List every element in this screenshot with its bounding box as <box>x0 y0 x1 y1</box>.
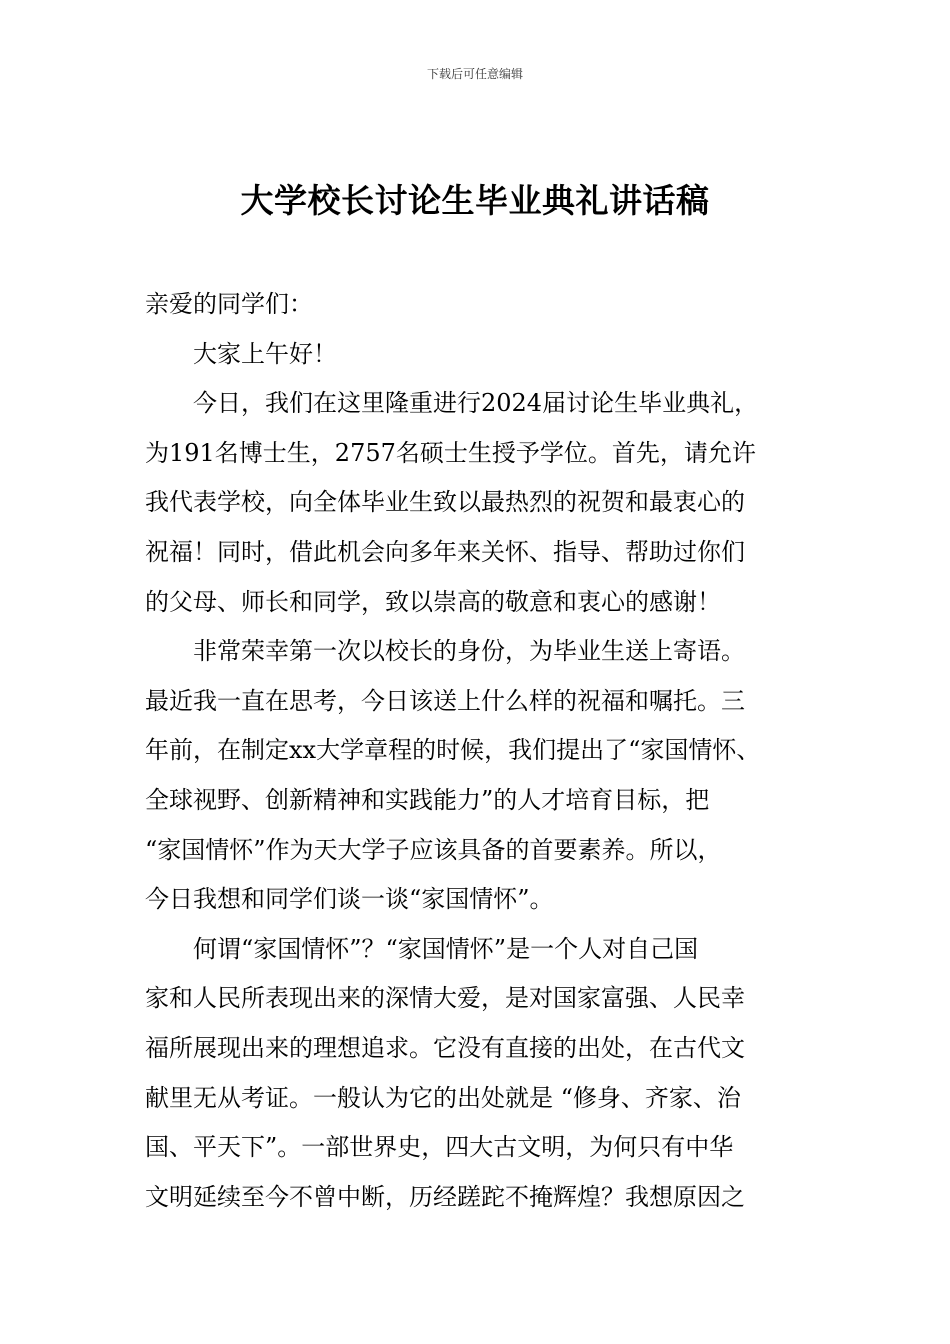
paragraph-line: 非常荣幸第一次以校长的身份，为毕业生送上寄语。 <box>193 637 745 666</box>
paragraph-line: 今日，我们在这里隆重进行2024届讨论生毕业典礼， <box>193 389 759 418</box>
paragraph-line: 文明延续至今不曾中断，历经蹉跎不掩辉煌？我想原因之 <box>145 1182 745 1211</box>
paragraph-line: 最近我一直在思考，今日该送上什么样的祝福和嘱托。三 <box>145 686 745 715</box>
paragraph-line: “家国情怀”作为天大学子应该具备的首要素养。所以， <box>145 835 722 864</box>
paragraph-line: 家和人民所表现出来的深情大爱，是对国家富强、人民幸 <box>145 984 745 1013</box>
paragraph-line: 福所展现出来的理想追求。它没有直接的出处，在古代文 <box>145 1033 745 1062</box>
greeting: 大家上午好！ <box>193 339 337 368</box>
paragraph-line: 献里无从考证。一般认为它的出处就是 “修身、齐家、治 <box>145 1083 741 1112</box>
paragraph-line: 为191名博士生，2757名硕士生授予学位。首先，请允许 <box>145 438 756 467</box>
paragraph-line: 的父母、师长和同学，致以崇高的敬意和衷心的感谢！ <box>145 587 721 616</box>
document-title: 大学校长讨论生毕业典礼讲话稿 <box>240 181 710 220</box>
paragraph-line: 年前，在制定xx大学章程的时候，我们提出了“家国情怀、 <box>145 736 761 765</box>
salutation: 亲爱的同学们： <box>145 290 313 318</box>
paragraph-line: 何谓“家国情怀”？“家国情怀”是一个人对自己国 <box>193 934 699 963</box>
page-header-note: 下载后可任意编辑 <box>426 67 523 81</box>
paragraph-line: 今日我想和同学们谈一谈“家国情怀”。 <box>145 885 554 914</box>
paragraph-line: 我代表学校，向全体毕业生致以最热烈的祝贺和最衷心的 <box>145 488 745 517</box>
paragraph-line: 国、平天下”。一部世界史，四大古文明，为何只有中华 <box>145 1133 734 1162</box>
document-body <box>145 280 815 1222</box>
paragraph-line: 全球视野、创新精神和实践能力”的人才培育目标，把 <box>145 785 710 814</box>
paragraph-line: 祝福！同时，借此机会向多年来关怀、指导、帮助过你们 <box>145 537 745 566</box>
